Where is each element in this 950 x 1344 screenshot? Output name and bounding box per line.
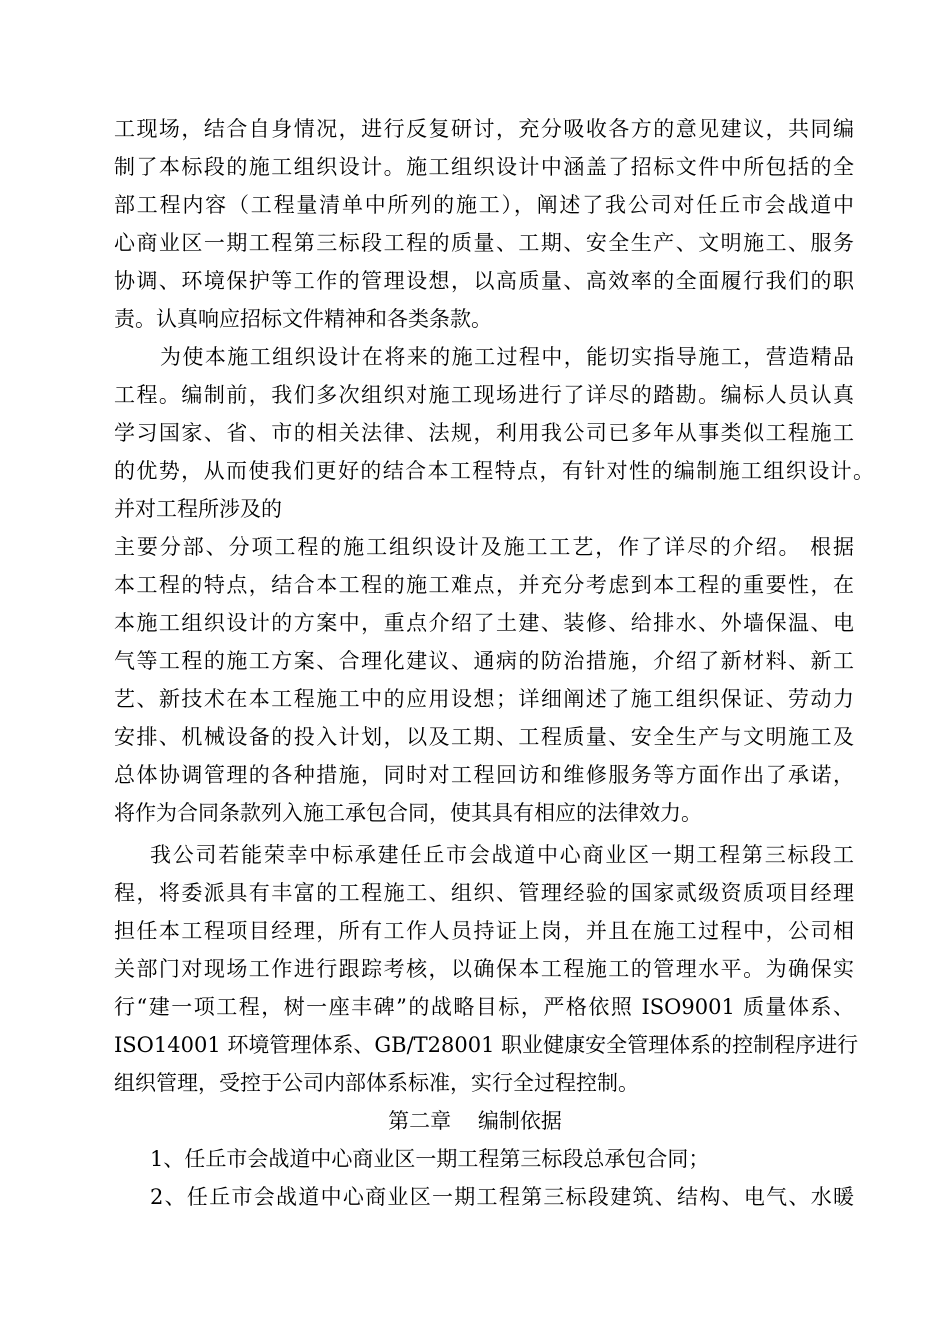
paragraph-1-line: 制了本标段的施工组织设计。施工组织设计中涵盖了招标文件中所包括的全	[114, 155, 854, 179]
paragraph-2-line: 为使本施工组织设计在将来的施工过程中，能切实指导施工，营造精品	[160, 345, 854, 369]
paragraph-1-line: 工现场，结合自身情况，进行反复研讨，充分吸收各方的意见建议，共同编	[114, 117, 854, 141]
paragraph-1-line: 部工程内容（工程量清单中所列的施工），阐述了我公司对任丘市会战道中	[114, 193, 854, 217]
paragraph-2-line: 艺、新技术在本工程施工中的应用设想；详细阐述了施工组织保证、劳动力	[114, 687, 854, 711]
paragraph-2-line: 将作为合同条款列入施工承包合同，使其具有相应的法律效力。	[114, 801, 702, 825]
list-item: 2、任丘市会战道中心商业区一期工程第三标段建筑、结构、电气、水暖	[150, 1185, 854, 1209]
paragraph-2-line: 安排、机械设备的投入计划，以及工期、工程质量、安全生产与文明施工及	[114, 725, 854, 749]
paragraph-3-line: 担任本工程项目经理，所有工作人员持证上岗，并且在施工过程中，公司相	[114, 919, 854, 943]
paragraph-2-line: 的优势，从而使我们更好的结合本工程特点，有针对性的编制施工组织设计。	[114, 459, 874, 483]
paragraph-2-line: 气等工程的施工方案、合理化建议、通病的防治措施，介绍了新材料、新工	[114, 649, 854, 673]
paragraph-3-line: 行“建一项工程，树一座丰碑”的战略目标，严格依照 ISO9001 质量体系、	[114, 995, 854, 1019]
paragraph-2-line: 学习国家、省、市的相关法律、法规，利用我公司已多年从事类似工程施工	[114, 421, 854, 445]
paragraph-1-line: 责。认真响应招标文件精神和各类条款。	[114, 307, 492, 331]
paragraph-2-line: 并对工程所涉及的	[114, 497, 282, 521]
paragraph-2-line: 本施工组织设计的方案中，重点介绍了土建、装修、给排水、外墙保温、电	[114, 611, 854, 635]
paragraph-3-line: 程，将委派具有丰富的工程施工、组织、管理经验的国家贰级资质项目经理	[114, 881, 854, 905]
paragraph-3-line: 组织管理，受控于公司内部体系标准，实行全过程控制。	[114, 1071, 639, 1095]
paragraph-3-line: 关部门对现场工作进行跟踪考核，以确保本工程施工的管理水平。为确保实	[114, 957, 854, 981]
paragraph-2-line: 工程。编制前，我们多次组织对施工现场进行了详尽的踏勘。编标人员认真	[114, 383, 854, 407]
paragraph-2-line: 总体协调管理的各种措施，同时对工程回访和维修服务等方面作出了承诺，	[114, 763, 854, 787]
paragraph-3-line: ISO14001 环境管理体系、GB/T28001 职业健康安全管理体系的控制程序进行	[114, 1033, 859, 1057]
paragraph-1-line: 协调、环境保护等工作的管理设想，以高质量、高效率的全面履行我们的职	[114, 269, 854, 293]
paragraph-3-line: 我公司若能荣幸中标承建任丘市会战道中心商业区一期工程第三标段工	[150, 843, 854, 867]
chapter-heading: 第二章 编制依据	[388, 1109, 562, 1133]
paragraph-2-line: 主要分部、分项工程的施工组织设计及施工工艺，作了详尽的介绍。 根据	[114, 535, 854, 559]
paragraph-1-line: 心商业区一期工程第三标段工程的质量、工期、安全生产、文明施工、服务	[114, 231, 854, 255]
list-item: 1、任丘市会战道中心商业区一期工程第三标段总承包合同；	[150, 1147, 710, 1171]
paragraph-2-line: 本工程的特点，结合本工程的施工难点，并充分考虑到本工程的重要性，在	[114, 573, 854, 597]
